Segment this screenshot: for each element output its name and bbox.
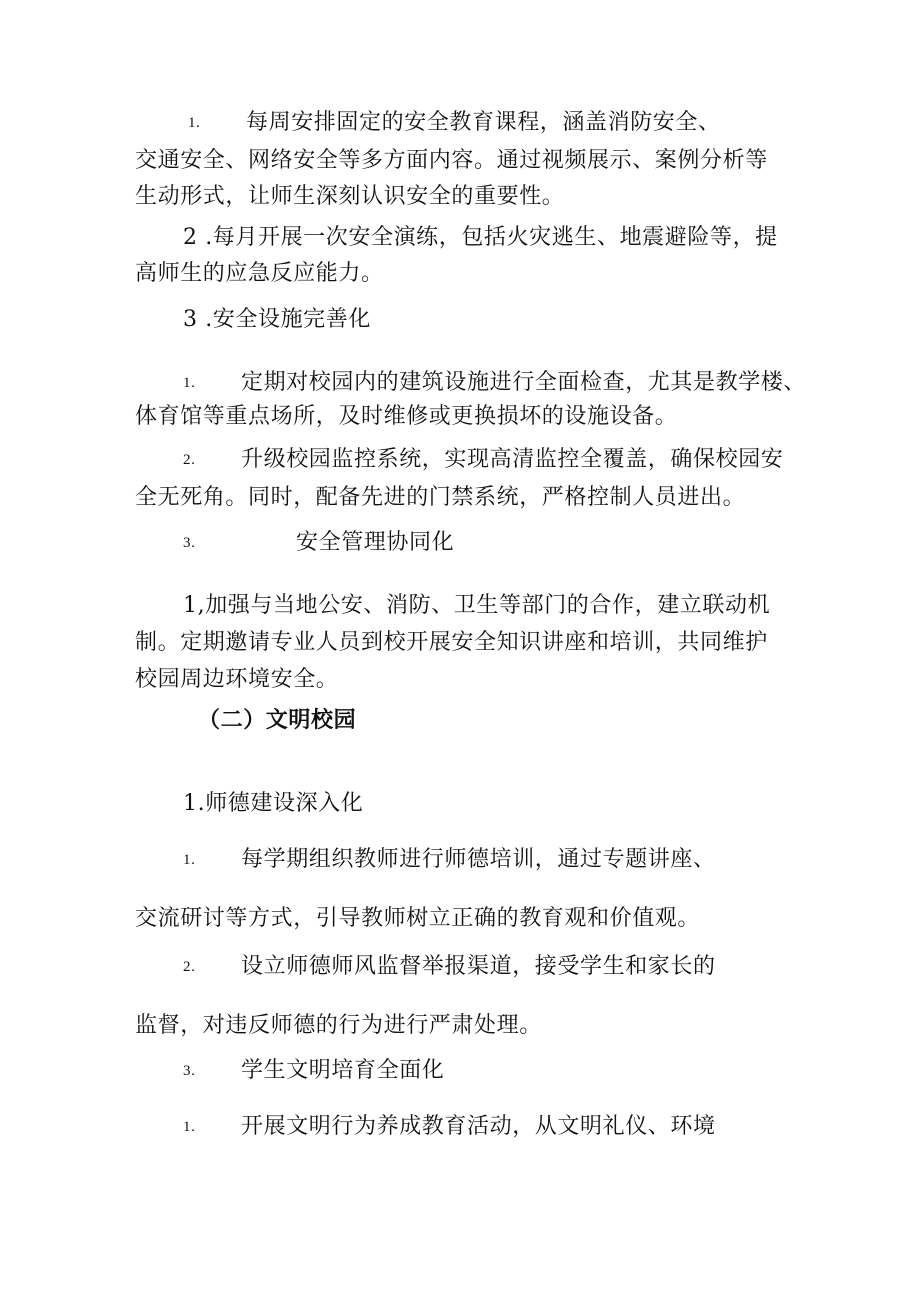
line-text: 全无死角。同时，配备先进的门禁系统，严格控制人员进出。	[135, 485, 746, 510]
line-text: 1,加强与当地公安、消防、卫生等部门的合作，建立联动机	[183, 593, 771, 618]
line-text: 2 .每月开展一次安全演练，包括火灾逃生、地震避险等，提	[183, 225, 778, 250]
item-text: 每周安排固定的安全教育课程，涵盖消防安全、	[246, 110, 721, 135]
heading-text: 学生文明培育全面化	[241, 1058, 445, 1083]
line-text: 校园周边环境安全。	[135, 667, 339, 692]
heading-text: 安全管理协同化	[296, 530, 455, 555]
item-text: 开展文明行为养成教育活动，从文明礼仪、环境	[241, 1114, 716, 1139]
item-number: 1.	[183, 852, 196, 868]
heading-text: 3 .安全设施完善化	[183, 307, 371, 332]
line-text: 交通安全、网络安全等多方面内容。通过视频展示、案例分析等	[135, 148, 768, 173]
item-text: 定期对校园内的建筑设施进行全面检查，尤其是教学楼、	[241, 370, 807, 395]
item-number: 3.	[183, 535, 196, 551]
item-number: 2.	[183, 959, 196, 975]
item-text: 设立师德师风监督举报渠道，接受学生和家长的	[241, 954, 716, 979]
item-number: 1.	[188, 115, 201, 131]
line-text: 生动形式，让师生深刻认识安全的重要性。	[135, 184, 565, 209]
line-text: 交流研讨等方式，引导教师树立正确的教育观和价值观。	[135, 906, 701, 931]
line-text: 监督，对违反师德的行为进行严肃处理。	[135, 1013, 542, 1038]
line-text: 高师生的应急反应能力。	[135, 261, 384, 286]
item-number: 1.	[183, 1119, 196, 1135]
item-number: 2.	[183, 452, 196, 468]
item-number: 3.	[183, 1063, 196, 1079]
item-text: 升级校园监控系统，实现高清监控全覆盖，确保校园安	[241, 447, 784, 472]
item-number: 1.	[183, 375, 196, 391]
item-text: 每学期组织教师进行师德培训，通过专题讲座、	[241, 847, 716, 872]
line-text: 制。定期邀请专业人员到校开展安全知识讲座和培训，共同维护	[135, 630, 768, 655]
heading-text: 1.师德建设深入化	[183, 791, 364, 816]
heading-text: （二）文明校园	[198, 707, 357, 733]
line-text: 体育馆等重点场所，及时维修或更换损坏的设施设备。	[135, 404, 678, 429]
